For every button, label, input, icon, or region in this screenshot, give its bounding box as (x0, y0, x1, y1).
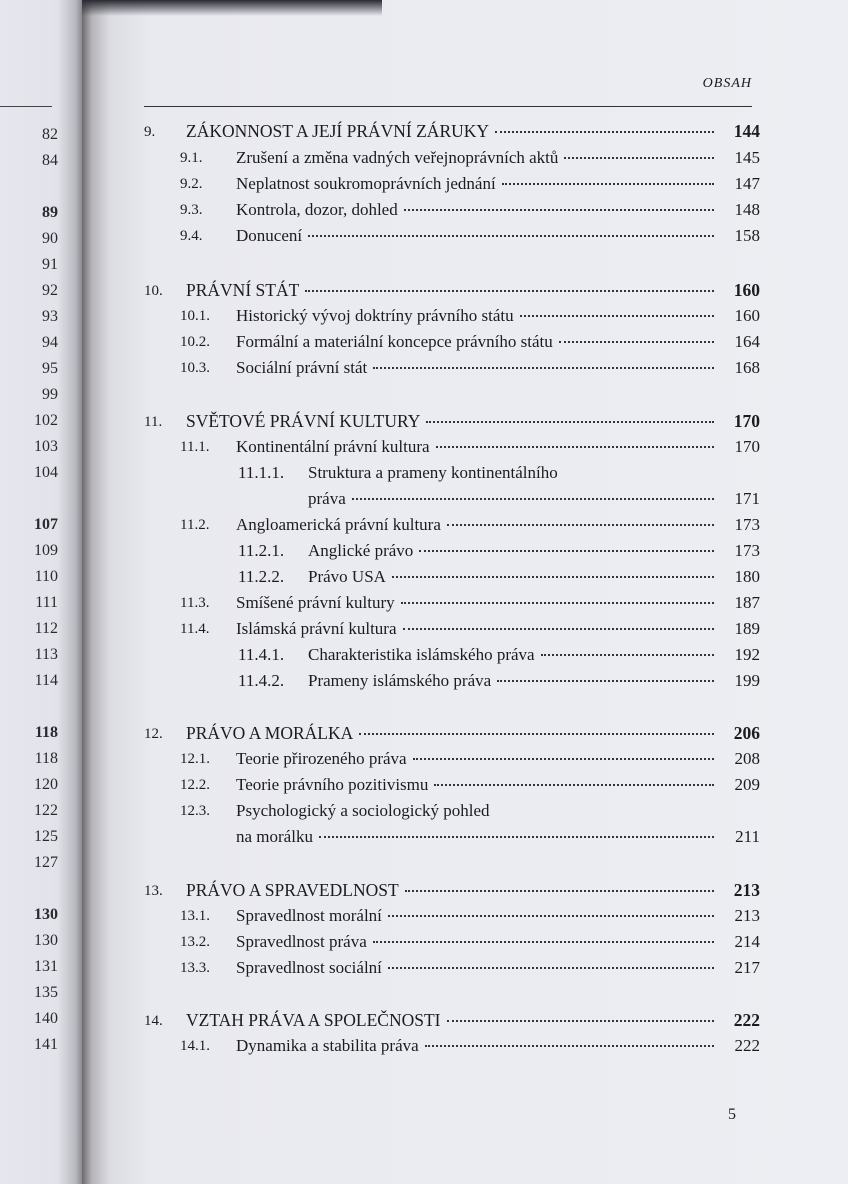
left-page-number: 130 (34, 932, 58, 949)
toc-entry-number: 12. (144, 726, 163, 742)
toc-leader-dots (388, 967, 714, 969)
left-page-number: 99 (42, 386, 58, 403)
toc-leader-dots (404, 209, 714, 211)
toc-entry-title: Historický vývoj doktríny právního státu (236, 306, 514, 325)
left-page-number: 82 (42, 126, 58, 143)
toc-page-number: 187 (734, 593, 760, 612)
toc-entry-number: 11.2. (180, 517, 210, 533)
toc-leader-dots (352, 498, 714, 500)
left-page-number: 140 (34, 1010, 58, 1027)
toc-leader-dots (447, 1020, 714, 1022)
toc-entry-title: Prameny islámského práva (308, 671, 492, 690)
toc-leader-dots (413, 758, 714, 760)
toc-page-number: 213 (733, 880, 760, 900)
left-page-number: 93 (42, 308, 58, 325)
toc-entry-number: 9.3. (180, 202, 203, 218)
toc-entry-number: 10.1. (180, 308, 210, 324)
toc-page-number: 208 (734, 749, 760, 768)
toc-entry-number: 10. (144, 283, 163, 299)
toc-entry-number: 13. (144, 883, 163, 899)
toc-entry-title: VZTAH PRÁVA A SPOLEČNOSTI (186, 1010, 441, 1030)
toc-leader-dots (559, 341, 714, 343)
toc-entry-title: PRÁVNÍ STÁT (186, 280, 300, 300)
toc-entry-number: 10.3. (180, 360, 210, 376)
left-page-number: 92 (42, 282, 58, 299)
left-page-number: 118 (34, 750, 58, 767)
toc-leader-dots (434, 784, 714, 786)
left-header-rule (0, 106, 52, 107)
toc-entry-number: 11.1. (180, 439, 210, 455)
page-number: 5 (728, 1106, 736, 1123)
toc-entry-title: Angloamerická právní kultura (236, 515, 441, 534)
toc-entry-number: 14. (144, 1013, 163, 1029)
toc-leader-dots (401, 602, 714, 604)
toc-entry-title: na morálku (236, 827, 313, 846)
toc-leader-dots (388, 915, 714, 917)
toc-entry-number: 12.1. (180, 751, 210, 767)
toc-entry-number: 11.4. (180, 621, 210, 637)
left-page-number: 109 (34, 542, 58, 559)
toc-leader-dots (359, 733, 714, 735)
toc-page-number: 158 (734, 226, 760, 245)
toc-entry-title: SVĚTOVÉ PRÁVNÍ KULTURY (186, 411, 421, 431)
toc-leader-dots (564, 157, 714, 159)
toc-page-number: 222 (733, 1010, 760, 1030)
header-rule (144, 106, 752, 107)
toc-entry-title: Spravedlnost sociální (236, 958, 382, 977)
toc-entry-number: 12.2. (180, 777, 210, 793)
toc-page-number: 170 (733, 411, 760, 431)
toc-page-number: 192 (734, 645, 760, 664)
toc-entry-title: Teorie přirozeného práva (236, 749, 407, 768)
toc-page-number: 217 (734, 958, 760, 977)
toc-page-number: 206 (733, 723, 760, 743)
toc-page-number: 189 (734, 619, 760, 638)
toc-entry-title: Struktura a prameny kontinentálního (308, 463, 558, 482)
left-page-number: 110 (34, 568, 58, 585)
toc-leader-dots (405, 890, 714, 892)
toc-entry-number: 14.1. (180, 1038, 210, 1054)
running-header: OBSAH (702, 76, 752, 91)
left-page-number: 89 (42, 204, 58, 221)
toc-entry-number: 11.1.1. (238, 463, 285, 482)
toc-leader-dots (319, 836, 714, 838)
toc-entry-title: Psychologický a sociologický pohled (236, 801, 490, 820)
toc-entry-number: 13.3. (180, 960, 210, 976)
left-page-number: 94 (42, 334, 58, 351)
toc-entry-title: PRÁVO A MORÁLKA (186, 723, 354, 743)
left-page-number: 141 (34, 1036, 58, 1053)
left-page-number: 135 (34, 984, 58, 1001)
toc-entry-number: 11. (144, 414, 163, 430)
left-page (0, 0, 82, 1184)
toc-page-number: 209 (734, 775, 760, 794)
toc-entry-number: 11.3. (180, 595, 210, 611)
toc-leader-dots (502, 183, 714, 185)
left-page-number: 125 (34, 828, 58, 845)
left-page-number: 95 (42, 360, 58, 377)
toc-leader-dots (520, 315, 714, 317)
toc-entry-title: Islámská právní kultura (236, 619, 397, 638)
toc-entry-title: Sociální právní stát (236, 358, 368, 377)
left-page-number: 84 (42, 152, 58, 169)
left-page-number: 118 (34, 724, 58, 741)
toc-page-number: 160 (733, 280, 760, 300)
toc-entry-title: Charakteristika islámského práva (308, 645, 535, 664)
toc-entry-number: 11.2.2. (238, 567, 285, 586)
toc-leader-dots (305, 290, 714, 292)
toc-page-number: 199 (734, 671, 760, 690)
toc-page-number: 173 (734, 541, 760, 560)
toc-page-number: 164 (734, 332, 760, 351)
toc-page-number: 145 (734, 148, 760, 167)
left-page-number: 112 (34, 620, 58, 637)
right-page (82, 0, 848, 1184)
left-page-number: 131 (34, 958, 58, 975)
toc-leader-dots (497, 680, 714, 682)
toc-page-number: 168 (734, 358, 760, 377)
toc-entry-title: Kontinentální právní kultura (236, 437, 430, 456)
toc-entry-title: Kontrola, dozor, dohled (236, 200, 398, 219)
toc-entry-title: Právo USA (308, 567, 386, 586)
left-page-number: 90 (42, 230, 58, 247)
toc-leader-dots (447, 524, 714, 526)
toc-entry-number: 13.2. (180, 934, 210, 950)
left-page-number: 107 (34, 516, 58, 533)
toc-page-number: 144 (733, 121, 760, 141)
toc-entry-number: 9.1. (180, 150, 203, 166)
toc-leader-dots (373, 367, 714, 369)
toc-entry-title: Anglické právo (308, 541, 414, 560)
toc-leader-dots (373, 941, 714, 943)
toc-page-number: 211 (735, 827, 760, 846)
toc-entry-number: 10.2. (180, 334, 210, 350)
toc-page-number: 173 (734, 515, 760, 534)
toc-page-number: 170 (734, 437, 760, 456)
toc-entry-title: Donucení (236, 226, 303, 245)
toc-page-number: 147 (734, 174, 760, 193)
toc-entry-title: Zrušení a změna vadných veřejnoprávních aktů (236, 148, 559, 167)
toc-entry-title: Formální a materiální koncepce právního státu (236, 332, 553, 351)
left-page-number: 127 (34, 854, 58, 871)
toc-entry-number: 9.4. (180, 228, 203, 244)
toc-entry-title: Teorie právního pozitivismu (236, 775, 429, 794)
toc-entry-title: Spravedlnost práva (236, 932, 367, 951)
toc-entry-number: 11.4.2. (238, 671, 285, 690)
toc-leader-dots (541, 654, 714, 656)
left-page-number: 102 (34, 412, 58, 429)
toc-page-number: 171 (734, 489, 760, 508)
left-page-number: 104 (34, 464, 58, 481)
left-page-number: 130 (34, 906, 58, 923)
left-page-number: 120 (34, 776, 58, 793)
toc-leader-dots (495, 131, 714, 133)
toc-entry-title: Smíšené právní kultury (236, 593, 395, 612)
toc-leader-dots (425, 1045, 714, 1047)
left-page-number: 103 (34, 438, 58, 455)
toc-leader-dots (403, 628, 714, 630)
toc-entry-title: Dynamika a stabilita práva (236, 1036, 419, 1055)
toc-entry-title: Neplatnost soukromoprávních jednání (236, 174, 496, 193)
left-page-number: 111 (35, 594, 58, 611)
toc-entry-number: 9. (144, 124, 156, 140)
toc-page-number: 222 (734, 1036, 760, 1055)
left-page-number: 113 (34, 646, 58, 663)
binding-shadow (82, 0, 382, 16)
left-page-number: 122 (34, 802, 58, 819)
toc-entry-number: 13.1. (180, 908, 210, 924)
left-page-number: 114 (34, 672, 58, 689)
toc-page-number: 214 (734, 932, 760, 951)
toc-entry-number: 11.2.1. (238, 541, 285, 560)
toc-entry-title: PRÁVO A SPRAVEDLNOST (186, 880, 399, 900)
left-page-number: 91 (42, 256, 58, 273)
toc-leader-dots (426, 421, 714, 423)
toc-leader-dots (392, 576, 714, 578)
toc-leader-dots (419, 550, 714, 552)
toc-entry-title: ZÁKONNOST A JEJÍ PRÁVNÍ ZÁRUKY (186, 121, 490, 141)
toc-page-number: 213 (734, 906, 760, 925)
toc-entry-number: 11.4.1. (238, 645, 285, 664)
toc-entry-number: 12.3. (180, 803, 210, 819)
toc-leader-dots (436, 446, 714, 448)
toc-page-number: 160 (734, 306, 760, 325)
toc-page-number: 180 (734, 567, 760, 586)
toc-page-number: 148 (734, 200, 760, 219)
toc-entry-number: 9.2. (180, 176, 203, 192)
toc-entry-title: práva (308, 489, 346, 508)
toc-leader-dots (308, 235, 714, 237)
toc-entry-title: Spravedlnost morální (236, 906, 382, 925)
